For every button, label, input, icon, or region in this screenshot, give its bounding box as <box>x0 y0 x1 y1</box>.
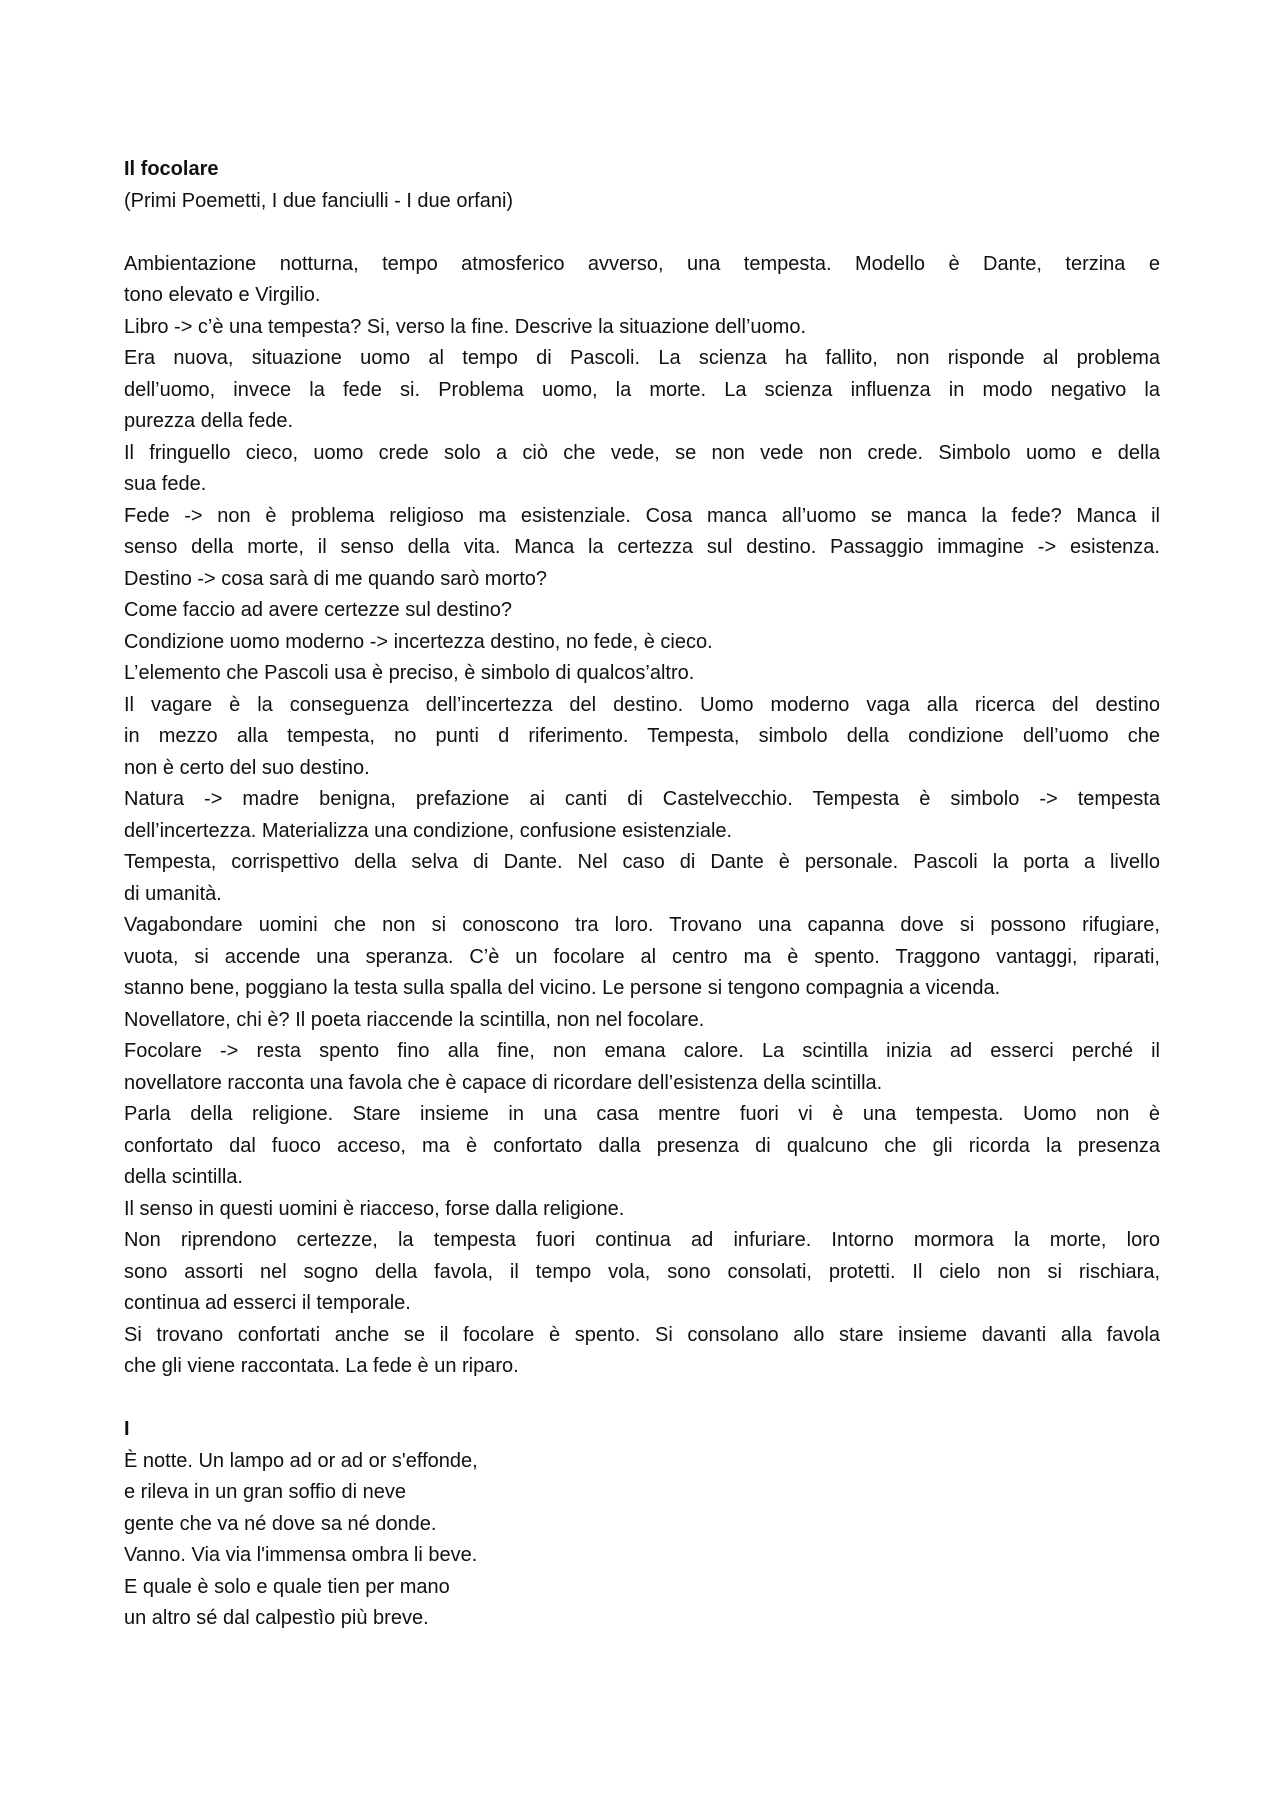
paragraph-line: purezza della fede. <box>124 410 294 432</box>
paragraph-line: che gli viene raccontata. La fede è un riparo. <box>124 1355 519 1377</box>
paragraph-line: Ambientazione notturna, tempo atmosferico avverso, una tempesta. Modello è Dante, terzina e <box>124 252 1160 275</box>
paragraph <box>124 658 1160 690</box>
poem-section-number: I <box>124 1418 130 1440</box>
poem-verse: È notte. Un lampo ad or ad or s'effonde, <box>124 1449 478 1472</box>
paragraph-line: Fede -> non è problema religioso ma esistenziale. Cosa manca all’uomo se manca la fede? Manca il <box>124 504 1160 527</box>
poem-verse: E quale è solo e quale tien per mano <box>124 1575 450 1598</box>
paragraph-line: stanno bene, poggiano la testa sulla spalla del vicino. Le persone si tengono compagnia a vicenda. <box>124 977 1001 999</box>
paragraph-line: Condizione uomo moderno -> incertezza destino, no fede, è cieco. <box>124 630 713 653</box>
paragraph-line: dell’incertezza. Materializza una condizione, confusione esistenziale. <box>124 819 733 842</box>
paragraph-line: Destino -> cosa sarà di me quando sarò morto? <box>124 567 547 590</box>
document-page <box>124 154 1160 1635</box>
document-title: Il focolare <box>124 158 219 180</box>
paragraph-line: sono assorti nel sogno della favola, il tempo vola, sono consolati, protetti. Il cielo non si rischiara, <box>124 1260 1160 1283</box>
paragraph <box>124 784 1160 847</box>
document-subtitle: (Primi Poemetti, I due fanciulli - I due orfani) <box>124 189 514 212</box>
paragraph-line: vuota, si accende una speranza. C’è un focolare al centro ma è spento. Traggono vantaggi, riparati, <box>124 945 1160 968</box>
paragraph-line: novellatore racconta una favola che è capace di ricordare dell’esistenza della scintilla. <box>124 1071 883 1094</box>
paragraph-line: senso della morte, il senso della vita. Manca la certezza sul destino. Passaggio immagine -> esistenza. <box>124 536 1160 558</box>
paragraph-line: Libro -> c’è una tempesta? Si, verso la fine. Descrive la situazione dell’uomo. <box>124 315 807 338</box>
paragraph-line: Come faccio ad avere certezze sul destino? <box>124 599 512 621</box>
paragraph-line: Si trovano confortati anche se il focolare è spento. Si consolano allo stare insieme davanti alla favola <box>124 1323 1160 1346</box>
poem-verse: e rileva in un gran soffio di neve <box>124 1481 407 1503</box>
paragraph <box>124 690 1160 785</box>
paragraph-line: della scintilla. <box>124 1166 243 1188</box>
paragraph-line: Novellatore, chi è? Il poeta riaccende la scintilla, non nel focolare. <box>124 1008 705 1031</box>
notes-section <box>124 249 1160 1383</box>
paragraph-line: Tempesta, corrispettivo della selva di Dante. Nel caso di Dante è personale. Pascoli la porta a livello <box>124 851 1160 873</box>
paragraph-line: in mezzo alla tempesta, no punti d riferimento. Tempesta, simbolo della condizione dell’uomo che <box>124 725 1160 747</box>
paragraph-line: continua ad esserci il temporale. <box>124 1292 411 1314</box>
paragraph <box>124 312 1160 344</box>
paragraph <box>124 627 1160 659</box>
paragraph <box>124 1036 1160 1099</box>
paragraph <box>124 343 1160 438</box>
paragraph <box>124 1005 1160 1037</box>
paragraph-line: sua fede. <box>124 473 207 495</box>
paragraph-line: Vagabondare uomini che non si conoscono tra loro. Trovano una capanna dove si possono rifugiare, <box>124 914 1160 936</box>
paragraph-line: L’elemento che Pascoli usa è preciso, è simbolo di qualcos’altro. <box>124 662 695 684</box>
spacer <box>124 217 1160 249</box>
paragraph-line: di umanità. <box>124 882 222 905</box>
poem-verse: Vanno. Via via l'immensa ombra li beve. <box>124 1544 478 1566</box>
paragraph-line: Parla della religione. Stare insieme in una casa mentre fuori vi è una tempesta. Uomo non è <box>124 1103 1160 1125</box>
paragraph <box>124 249 1160 312</box>
paragraph-line: non è certo del suo destino. <box>124 756 370 779</box>
paragraph-line: Non riprendono certezze, la tempesta fuori continua ad infuriare. Intorno mormora la morte, loro <box>124 1229 1160 1251</box>
spacer <box>124 1383 1160 1415</box>
paragraph-line: dell’uomo, invece la fede si. Problema uomo, la morte. La scienza influenza in modo negativo la <box>124 378 1160 401</box>
paragraph-line: Natura -> madre benigna, prefazione ai canti di Castelvecchio. Tempesta è simbolo -> tempesta <box>124 788 1160 810</box>
paragraph <box>124 910 1160 1005</box>
paragraph <box>124 1225 1160 1320</box>
paragraph <box>124 1099 1160 1194</box>
paragraph-line: Focolare -> resta spento fino alla fine, non emana calore. La scintilla inizia ad esserci perché il <box>124 1040 1160 1062</box>
poem-verse: un altro sé dal calpestìo più breve. <box>124 1607 429 1629</box>
paragraph-line: Il fringuello cieco, uomo crede solo a ciò che vede, se non vede non crede. Simbolo uomo e della <box>124 441 1160 464</box>
paragraph-line: tono elevato e Virgilio. <box>124 284 321 306</box>
poem-verse: gente che va né dove sa né donde. <box>124 1512 437 1535</box>
paragraph <box>124 501 1160 596</box>
paragraph-line: Il vagare è la conseguenza dell’incertezza del destino. Uomo moderno vaga alla ricerca del destino <box>124 693 1160 716</box>
paragraph <box>124 1194 1160 1226</box>
paragraph <box>124 595 1160 627</box>
paragraph-line: confortato dal fuoco acceso, ma è confortato dalla presenza di qualcuno che gli ricorda la presenza <box>124 1134 1160 1157</box>
paragraph <box>124 1320 1160 1383</box>
paragraph <box>124 847 1160 910</box>
poem-verses <box>124 1446 1160 1635</box>
paragraph-line: Era nuova, situazione uomo al tempo di Pascoli. La scienza ha fallito, non risponde al problema <box>124 347 1160 369</box>
paragraph <box>124 438 1160 501</box>
paragraph-line: Il senso in questi uomini è riacceso, forse dalla religione. <box>124 1197 625 1220</box>
